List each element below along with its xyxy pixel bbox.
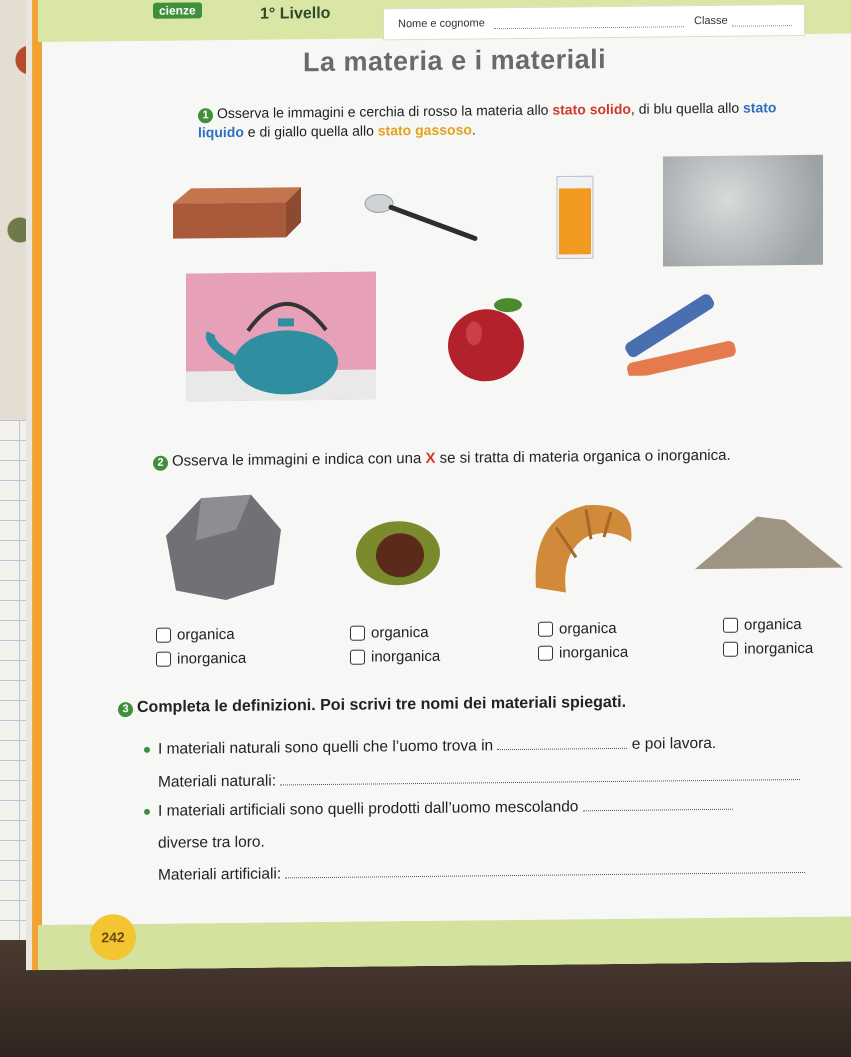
page-title: La materia e i materiali <box>303 44 607 78</box>
checkbox[interactable] <box>156 627 171 642</box>
checkbox[interactable] <box>538 645 553 660</box>
exercise-3-heading: Completa le definizioni. Poi scrivi tre nomi dei materiali spiegati. <box>137 693 627 716</box>
chalk-image[interactable] <box>618 285 738 376</box>
option-label: organica <box>559 619 617 638</box>
chestnut-options <box>350 620 440 669</box>
page-number: 242 <box>90 914 136 960</box>
header-band <box>38 0 851 42</box>
level-label: 1° Livello <box>260 4 331 23</box>
bullet <box>144 747 150 753</box>
steam-image[interactable] <box>663 155 823 267</box>
definition-text: I materiali artificiali sono quelli prodotti dall’uomo mescolando <box>158 798 579 820</box>
brick-image[interactable] <box>171 182 306 243</box>
natural-materials-label: Materiali naturali: <box>158 772 277 791</box>
footer-band <box>38 916 851 970</box>
subject-tag: cienze <box>153 2 202 19</box>
artificial-materials-answer[interactable] <box>285 862 805 878</box>
class-label: Classe <box>694 14 728 28</box>
croissant-options <box>538 616 628 665</box>
page-edge <box>34 0 42 970</box>
bullet <box>144 809 150 815</box>
exercise-2-instructions <box>153 445 851 470</box>
ex2-text: se si tratta di materia organica o inorganica. <box>435 446 731 467</box>
croissant-image[interactable] <box>526 497 638 598</box>
workbook-page <box>38 0 851 970</box>
liquid-state-label: stato liquido <box>198 99 777 141</box>
artificial-materials-label: Materiali artificiali: <box>158 865 282 884</box>
gas-state-label: stato gassoso <box>377 121 472 139</box>
option-inorganica[interactable] <box>538 640 628 665</box>
natural-materials-answer[interactable] <box>280 769 800 785</box>
exercise-3-instructions <box>118 692 848 718</box>
exercise-number: 2 <box>153 456 168 471</box>
option-inorganica[interactable] <box>156 646 246 671</box>
answer-blank[interactable] <box>497 738 627 750</box>
answer-blank[interactable] <box>583 799 733 812</box>
option-label: inorganica <box>559 643 629 662</box>
sand-options <box>723 612 813 661</box>
chestnut-image[interactable] <box>350 511 445 592</box>
ex1-text: Osserva le immagini e cerchia di rosso la materia allo <box>217 101 553 122</box>
juice-glass-image[interactable] <box>553 174 598 262</box>
option-inorganica[interactable] <box>723 636 813 661</box>
option-label: inorganica <box>744 639 814 658</box>
ex1-text: , di blu quella allo <box>630 99 743 117</box>
definition-natural <box>144 735 716 759</box>
definition-text: diverse tra loro. <box>158 833 265 852</box>
natural-materials-row <box>158 767 800 792</box>
name-field[interactable] <box>494 26 684 29</box>
option-label: organica <box>177 625 235 644</box>
option-organica[interactable] <box>350 620 440 645</box>
rock-image[interactable] <box>156 489 286 602</box>
checkbox[interactable] <box>723 641 738 656</box>
teapot-image[interactable] <box>186 271 376 401</box>
x-mark: X <box>425 449 436 467</box>
option-label: organica <box>371 623 429 642</box>
name-label: Nome e cognome <box>398 17 485 31</box>
apple-image[interactable] <box>446 293 528 384</box>
option-organica[interactable] <box>723 612 813 637</box>
option-inorganica[interactable] <box>350 644 440 669</box>
checkbox[interactable] <box>350 625 365 640</box>
exercise-number: 1 <box>198 108 213 123</box>
solid-state-label: stato solido <box>552 100 631 118</box>
class-field[interactable] <box>732 25 792 27</box>
checkbox[interactable] <box>156 651 171 666</box>
ex1-text: . <box>471 121 476 138</box>
definition-text: I materiali naturali sono quelli che l’uomo trova in <box>158 737 494 758</box>
definition-text: e poi lavora. <box>631 734 717 753</box>
spoon-image[interactable] <box>363 188 483 249</box>
definition-artificial-cont <box>158 834 265 853</box>
checkbox[interactable] <box>538 621 553 636</box>
artificial-materials-row <box>158 860 805 885</box>
rock-options <box>156 622 246 671</box>
exercise-1-instructions <box>198 98 808 142</box>
ex1-text: e di giallo quella allo <box>243 122 378 140</box>
sand-image[interactable] <box>695 512 845 578</box>
option-organica[interactable] <box>156 622 246 647</box>
option-organica[interactable] <box>538 616 628 641</box>
option-label: inorganica <box>177 649 247 668</box>
name-box <box>383 4 805 40</box>
ex2-text: Osserva le immagini e indica con una <box>172 449 426 470</box>
checkbox[interactable] <box>723 617 738 632</box>
exercise-number: 3 <box>118 702 133 717</box>
definition-artificial <box>144 797 733 821</box>
option-label: inorganica <box>371 647 441 666</box>
checkbox[interactable] <box>350 649 365 664</box>
option-label: organica <box>744 615 802 634</box>
